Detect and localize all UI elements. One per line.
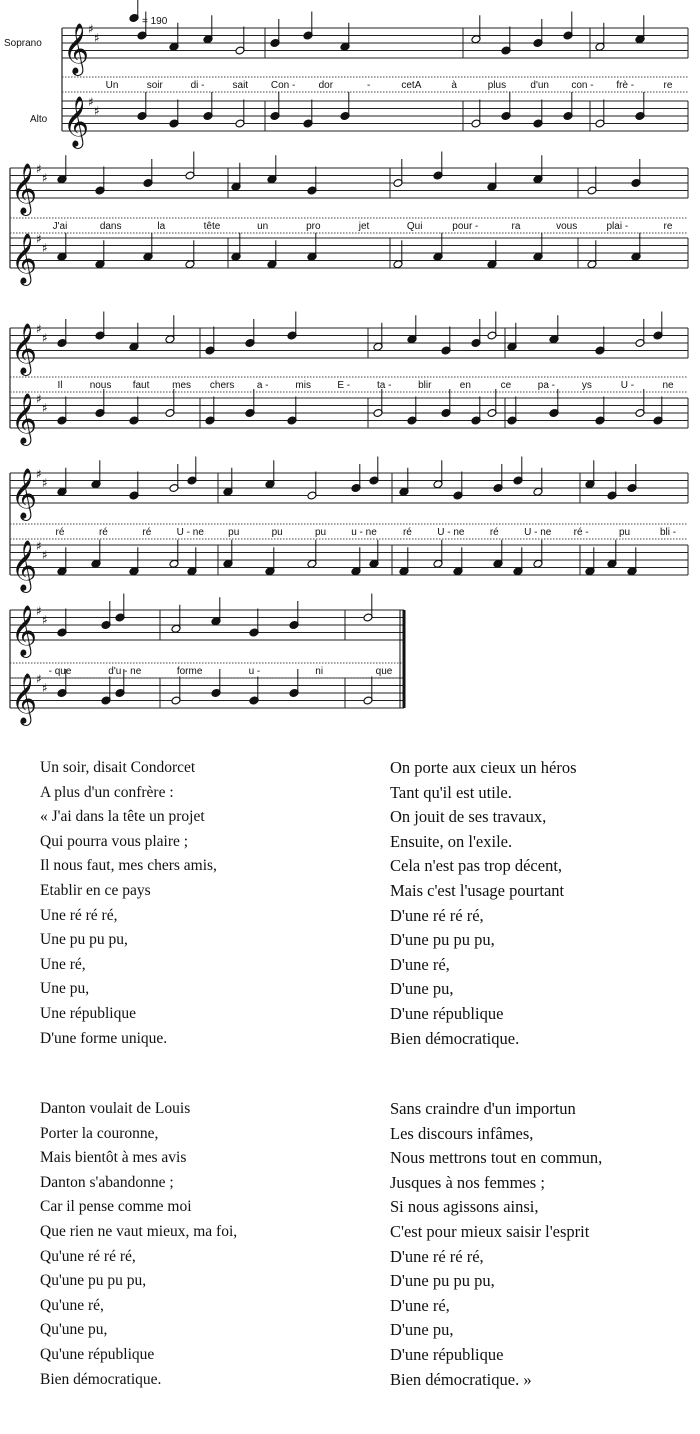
poem-line: Qui pourra vous plaire ; bbox=[40, 832, 189, 850]
sharp-icon: ♯ bbox=[36, 162, 42, 176]
lyric-syllable: dor bbox=[318, 80, 334, 91]
lyric-syllable: u - ne bbox=[351, 527, 377, 538]
poem-line: D'une pu, bbox=[390, 1320, 454, 1340]
lyric-syllable: ré bbox=[489, 527, 499, 538]
poem-line: D'une république bbox=[390, 1003, 504, 1023]
lyric-syllable: faut bbox=[132, 380, 150, 391]
lyric-syllable: re bbox=[663, 221, 673, 232]
poem-line: Car il pense comme moi bbox=[40, 1198, 192, 1216]
sharp-icon: ♯ bbox=[42, 241, 48, 255]
lyric-syllable: un bbox=[257, 221, 269, 232]
treble-clef-icon: 𝄞 bbox=[11, 323, 38, 374]
sharp-icon: ♯ bbox=[42, 548, 48, 562]
verse2-right-column bbox=[390, 1097, 602, 1392]
lyric-syllable: con - bbox=[571, 80, 594, 91]
sharp-icon: ♯ bbox=[42, 401, 48, 415]
lyric-syllable: U - bbox=[620, 380, 635, 391]
lyric-syllable: pu bbox=[228, 527, 240, 538]
poem-line: Bien démocratique. bbox=[390, 1028, 520, 1048]
lyric-syllable: U - ne bbox=[176, 527, 204, 538]
poem-line: « J'ai dans la tête un projet bbox=[40, 808, 205, 826]
poem-line: D'une ré ré ré, bbox=[390, 1246, 484, 1266]
treble-clef-icon: 𝄞 bbox=[11, 540, 38, 591]
lyric-syllable: frè - bbox=[616, 80, 635, 91]
sharp-icon: ♯ bbox=[88, 95, 94, 109]
sharp-icon: ♯ bbox=[42, 613, 48, 627]
lyric-syllable: - bbox=[366, 80, 371, 91]
poem-line: Qu'une république bbox=[40, 1345, 155, 1363]
verse2-left-column bbox=[40, 1097, 237, 1392]
poem-line: Danton voulait de Louis bbox=[40, 1100, 191, 1117]
poem-line: Etablir en ce pays bbox=[40, 881, 151, 899]
lyric-syllable: sait bbox=[232, 80, 249, 91]
sharp-icon: ♯ bbox=[36, 467, 42, 481]
poem-line: Une pu pu pu, bbox=[40, 931, 128, 949]
lyric-syllable: re bbox=[663, 80, 673, 91]
lyric-syllable: ra bbox=[511, 221, 521, 232]
treble-clef-icon: 𝄞 bbox=[11, 468, 38, 519]
treble-clef-icon: 𝄞 bbox=[11, 393, 38, 444]
lyric-syllable: dans bbox=[99, 221, 122, 232]
sharp-icon: ♯ bbox=[36, 322, 42, 336]
lyric-syllable: tête bbox=[203, 221, 221, 232]
poem-line: Qu'une ré, bbox=[40, 1296, 104, 1314]
sharp-icon: ♯ bbox=[42, 681, 48, 695]
lyric-syllable: E - bbox=[337, 380, 351, 391]
poem-line: A plus d'un confrère : bbox=[40, 783, 174, 801]
treble-clef-icon: 𝄞 bbox=[63, 23, 90, 74]
lyric-syllable: forme bbox=[176, 666, 203, 677]
lyric-syllable: ré bbox=[55, 527, 65, 538]
poem-line: Mais c'est l'usage pourtant bbox=[390, 880, 565, 900]
lyric-syllable: ré bbox=[98, 527, 108, 538]
lyric-syllable: Il bbox=[57, 380, 63, 391]
poem-line: D'une pu pu pu, bbox=[390, 1271, 495, 1291]
lyric-syllable: que bbox=[375, 666, 393, 677]
poem-line: D'une république bbox=[390, 1344, 504, 1364]
sharp-icon: ♯ bbox=[36, 672, 42, 686]
lyric-syllable: ne bbox=[662, 380, 674, 391]
lyric-syllable: la bbox=[157, 221, 166, 232]
tempo-marking: = 190 bbox=[142, 16, 168, 27]
poem-line: D'une ré, bbox=[390, 1295, 450, 1315]
poem-line: Danton s'abandonne ; bbox=[40, 1173, 174, 1191]
poem-line: Une ré, bbox=[40, 955, 86, 973]
lyric-syllable: U - ne bbox=[524, 527, 552, 538]
poem-line: Bien démocratique. » bbox=[390, 1369, 532, 1389]
poem-line: Jusques à nos femmes ; bbox=[390, 1172, 545, 1192]
lyric-syllable: Con - bbox=[270, 80, 296, 91]
lyric-syllable: à bbox=[451, 80, 457, 91]
poem-line: Une république bbox=[40, 1004, 136, 1022]
poem-line: D'une pu pu pu, bbox=[390, 930, 495, 950]
poem-line: On porte aux cieux un héros bbox=[390, 758, 577, 777]
poem-line: Ensuite, on l'exile. bbox=[390, 831, 513, 851]
lyric-syllable: ce bbox=[500, 380, 512, 391]
sharp-icon: ♯ bbox=[94, 104, 100, 118]
lyric-syllable: di - bbox=[190, 80, 205, 91]
lyric-syllable: d'un bbox=[530, 80, 549, 91]
poem-line: Si nous agissons ainsi, bbox=[390, 1197, 539, 1217]
lyric-syllable: pu bbox=[619, 527, 631, 538]
lyric-syllable: u - bbox=[248, 666, 261, 677]
lyric-syllable: ni bbox=[315, 666, 324, 677]
treble-clef-icon: 𝄞 bbox=[11, 605, 38, 656]
treble-clef-icon: 𝄞 bbox=[11, 233, 38, 284]
sharp-icon: ♯ bbox=[36, 232, 42, 246]
verse1-left-column bbox=[40, 756, 217, 1051]
lyric-syllable: plus bbox=[487, 80, 507, 91]
poem-line: Porter la couronne, bbox=[40, 1124, 159, 1142]
sharp-icon: ♯ bbox=[94, 31, 100, 45]
lyric-syllable: plai - bbox=[606, 221, 629, 232]
sharp-icon: ♯ bbox=[42, 171, 48, 185]
lyric-syllable: Un bbox=[105, 80, 119, 91]
lyric-syllable: pro bbox=[306, 221, 321, 232]
lyric-syllable: Qui bbox=[406, 221, 423, 232]
lyric-syllable: ré - bbox=[573, 527, 589, 538]
poem-line: D'une ré, bbox=[390, 954, 450, 974]
lyric-syllable: bli - bbox=[659, 527, 677, 538]
poem-line: D'une pu, bbox=[390, 979, 454, 999]
poem-line: Un soir, disait Condorcet bbox=[40, 759, 196, 776]
poem-line: Mais bientôt à mes avis bbox=[40, 1149, 187, 1167]
lyric-syllable: ré bbox=[402, 527, 412, 538]
lyric-syllable: nous bbox=[89, 380, 112, 391]
lyric-syllable: cetA bbox=[401, 80, 422, 91]
lyric-syllable: ré bbox=[142, 527, 152, 538]
sharp-icon: ♯ bbox=[88, 22, 94, 36]
lyric-syllable: mes bbox=[172, 380, 192, 391]
lyric-syllable: J'ai bbox=[52, 221, 68, 232]
sharp-icon: ♯ bbox=[42, 331, 48, 345]
lyric-syllable: ta - bbox=[377, 380, 392, 391]
poem-line: Bien démocratique. bbox=[40, 1370, 162, 1388]
lyric-syllable: U - ne bbox=[437, 527, 465, 538]
poem-line: Les discours infâmes, bbox=[390, 1123, 534, 1143]
lyric-syllable: vous bbox=[556, 221, 578, 232]
treble-clef-icon: 𝄞 bbox=[11, 673, 38, 724]
treble-clef-icon: 𝄞 bbox=[63, 96, 90, 147]
lyric-syllable: chers bbox=[209, 380, 235, 391]
poem-line: Il nous faut, mes chers amis, bbox=[40, 857, 217, 875]
poem-line: Qu'une pu, bbox=[40, 1321, 108, 1339]
lyric-syllable: pu bbox=[315, 527, 327, 538]
lyric-syllable: pour - bbox=[452, 221, 479, 232]
sharp-icon: ♯ bbox=[42, 476, 48, 490]
lyric-syllable: - que bbox=[48, 666, 72, 677]
poem-line: Nous mettrons tout en commun, bbox=[390, 1148, 603, 1168]
lyric-syllable: pa - bbox=[537, 380, 556, 391]
verse1-right-column bbox=[390, 756, 577, 1051]
lyric-syllable: soir bbox=[146, 80, 163, 91]
poem-line: On jouit de ses travaux, bbox=[390, 807, 547, 827]
part-label-alto: Alto bbox=[30, 114, 48, 125]
lyric-syllable: mis bbox=[295, 380, 311, 391]
poem-line: Sans craindre d'un importun bbox=[390, 1099, 576, 1118]
lyric-syllable: a - bbox=[256, 380, 269, 391]
sharp-icon: ♯ bbox=[36, 539, 42, 553]
poem-line: Tant qu'il est utile. bbox=[390, 782, 512, 802]
lyric-syllable: jet bbox=[358, 221, 370, 232]
poem-line: Une pu, bbox=[40, 980, 90, 998]
lyric-syllable: blir bbox=[418, 380, 432, 391]
lyric-syllable: d'u - ne bbox=[108, 666, 142, 677]
lyric-syllable: pu bbox=[271, 527, 283, 538]
treble-clef-icon: 𝄞 bbox=[11, 163, 38, 214]
poem-line: D'une forme unique. bbox=[40, 1029, 168, 1047]
poem-line: Cela n'est pas trop décent, bbox=[390, 856, 563, 876]
sharp-icon: ♯ bbox=[36, 392, 42, 406]
lyric-syllable: en bbox=[459, 380, 471, 391]
poem-line: Que rien ne vaut mieux, ma foi, bbox=[40, 1222, 238, 1240]
poem-line: Une ré ré ré, bbox=[40, 906, 118, 924]
sharp-icon: ♯ bbox=[36, 604, 42, 618]
poem-line: C'est pour mieux saisir l'esprit bbox=[390, 1221, 590, 1241]
part-label-soprano: Soprano bbox=[4, 38, 42, 49]
poem-line: Qu'une ré ré ré, bbox=[40, 1247, 136, 1265]
lyric-syllable: ys bbox=[581, 380, 592, 391]
poem-line: Qu'une pu pu pu, bbox=[40, 1272, 147, 1290]
poem-line: D'une ré ré ré, bbox=[390, 905, 484, 925]
